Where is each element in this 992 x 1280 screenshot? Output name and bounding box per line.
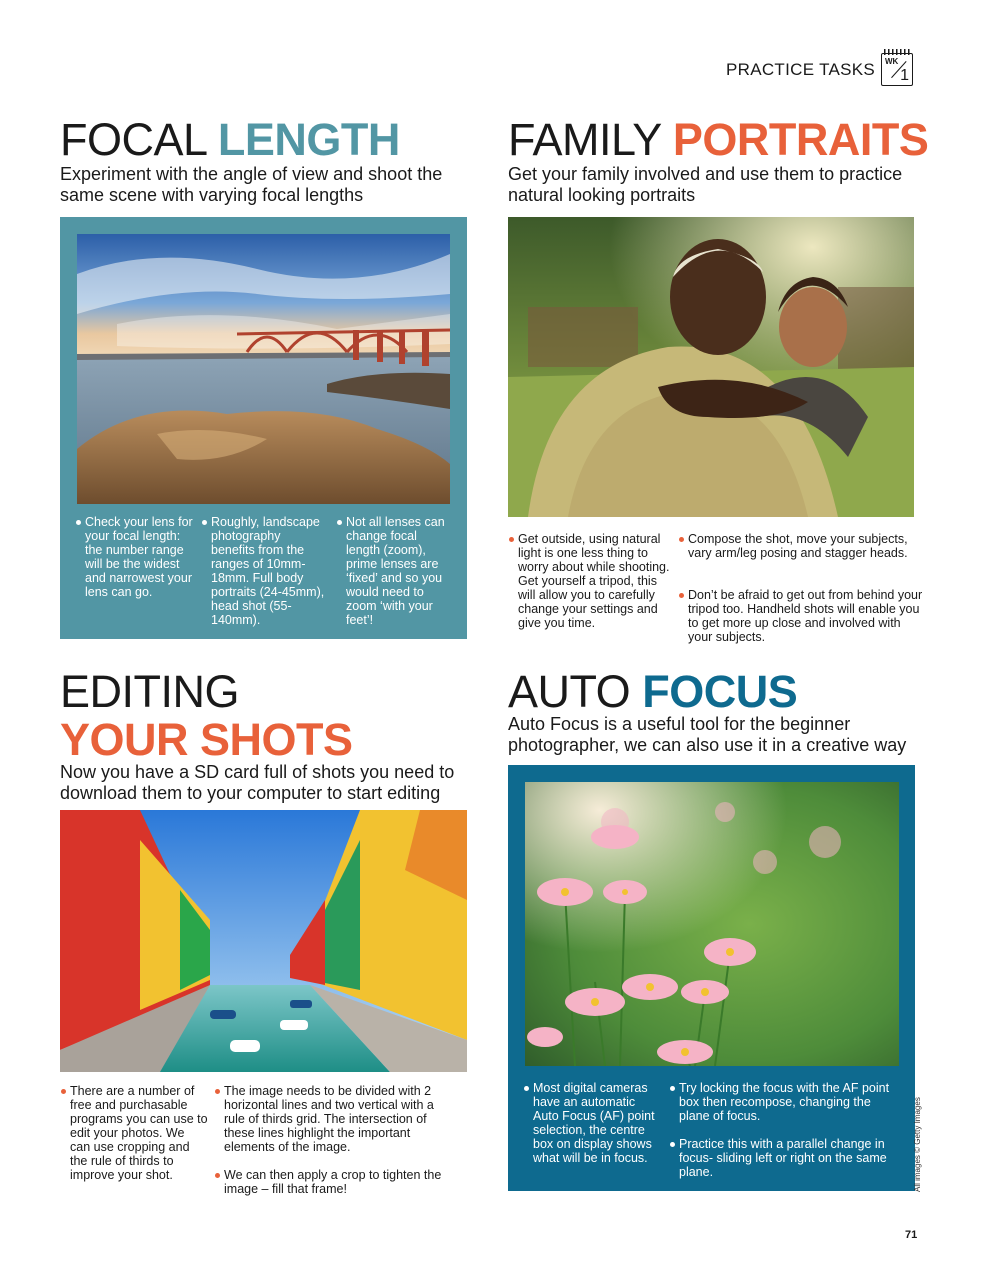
focal-length-subtitle: Experiment with the angle of view and shoot the same scene with varying focal lengths bbox=[60, 164, 443, 205]
flowers-photo bbox=[525, 782, 899, 1066]
editing-title: EDITING YOUR SHOTS bbox=[60, 666, 353, 765]
section-label: PRACTICE TASKS bbox=[726, 60, 876, 79]
image-credit: All images © Getty Images bbox=[913, 1097, 922, 1192]
focal-length-title: FOCAL LENGTH bbox=[60, 114, 400, 165]
editing-bullets-left bbox=[60, 1084, 208, 1196]
bridge-photo bbox=[77, 234, 450, 504]
editing-bullets-right bbox=[214, 1084, 454, 1210]
family-portraits-subtitle: Get your family involved and use them to practice natural looking portraits bbox=[508, 164, 903, 205]
list-item: Compose the shot, move your subjects, vary arm/leg posing and stagger heads. bbox=[678, 532, 923, 560]
auto-focus-bullets-left bbox=[523, 1081, 658, 1179]
focal-length-panel bbox=[60, 217, 467, 639]
auto-focus-subtitle: Auto Focus is a useful tool for the beginner photographer, we can also use it in a creative way bbox=[508, 714, 907, 755]
auto-focus-panel bbox=[508, 765, 915, 1191]
auto-focus-title: AUTO FOCUS bbox=[508, 666, 798, 717]
family-portraits-title: FAMILY PORTRAITS bbox=[508, 114, 929, 165]
list-item: We can then apply a crop to tighten the image – fill that frame! bbox=[214, 1168, 454, 1196]
editing-subtitle: Now you have a SD card full of shots you need to download them to your computer to start editing bbox=[60, 762, 455, 803]
list-item: Check your lens for your focal length: the number range will be the widest and narrowest your lens can go. bbox=[75, 515, 193, 599]
list-item: Practice this with a parallel change in focus- sliding left or right on the same plane. bbox=[669, 1137, 899, 1179]
week-badge-number: 1 bbox=[900, 67, 909, 84]
focal-length-bullets-col3 bbox=[336, 515, 454, 641]
week-badge-label: WK bbox=[885, 57, 899, 66]
family-bullets-right bbox=[678, 532, 923, 658]
calendar-icon bbox=[881, 53, 913, 86]
list-item: Roughly, landscape photography benefits from the ranges of 10mm-18mm. Full body portraits (24-45mm), head shot (55-140mm). bbox=[201, 515, 327, 627]
focal-length-bullets-col2 bbox=[201, 515, 327, 641]
page-number: 71 bbox=[905, 1229, 918, 1241]
focal-length-bullets-col1 bbox=[75, 515, 193, 613]
list-item: Try locking the focus with the AF point box then recompose, changing the plane of focus. bbox=[669, 1081, 899, 1123]
list-item: There are a number of free and purchasable programs you can use to edit your photos. We can use cropping and the rule of thirds to improve your shot. bbox=[60, 1084, 208, 1182]
list-item: The image needs to be divided with 2 horizontal lines and two vertical with a rule of thirds grid. The intersection of these lines highlight the important elements of the image. bbox=[214, 1084, 454, 1154]
family-bullets-left bbox=[508, 532, 670, 644]
canal-photo bbox=[60, 810, 467, 1072]
auto-focus-bullets-right bbox=[669, 1081, 899, 1193]
list-item: Get outside, using natural light is one less thing to worry about while shooting. Get yourself a tripod, this will allow you to carefully change your settings and give you time. bbox=[508, 532, 670, 630]
list-item: Most digital cameras have an automatic Auto Focus (AF) point selection, the centre box on display shows what will be in focus. bbox=[523, 1081, 658, 1165]
list-item: Don’t be afraid to get out from behind your tripod too. Handheld shots will enable you to get more up close and involved with your subjects. bbox=[678, 588, 923, 644]
family-photo bbox=[508, 217, 914, 517]
list-item: Not all lenses can change focal length (zoom), prime lenses are ‘fixed’ and so you would need to zoom ‘with your feet’! bbox=[336, 515, 454, 627]
